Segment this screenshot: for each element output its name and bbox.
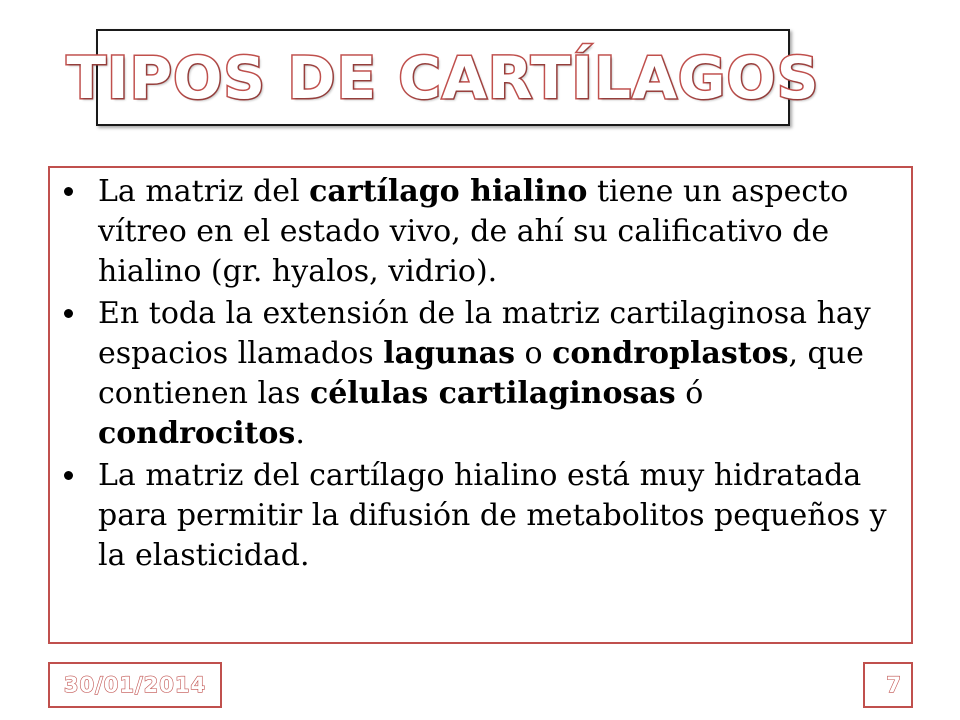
- bullet-dot-icon: [64, 309, 73, 318]
- bullet-item: [60, 294, 900, 454]
- bold-term: condrocitos: [98, 416, 296, 451]
- bullet-dot-icon: [64, 187, 73, 196]
- bold-term: células cartilaginosas: [309, 376, 676, 411]
- footer-page-number: 7: [863, 662, 913, 708]
- footer-date: 30/01/2014: [48, 662, 222, 708]
- bullet-item: [60, 456, 900, 576]
- bullet-text: tiene un aspecto vítreo en el estado vivo, de ahí su calificativo de hialino (gr. hyalos, vidrio).: [98, 174, 849, 289]
- bullet-dot-icon: [64, 471, 73, 480]
- bullet-item: [60, 172, 900, 292]
- bullet-text: La matriz del cartílago hialino está muy hidratada para permitir la difusión de metabolitos pequeños y la elasticidad.: [98, 458, 887, 573]
- bold-term: cartílago hialino: [309, 174, 588, 209]
- bold-term: lagunas: [383, 336, 515, 371]
- bullet-text: , que contienen las: [98, 336, 864, 411]
- bullet-text: La matriz del: [98, 174, 310, 209]
- slide-title: TIPOS DE CARTÍLAGOS: [66, 43, 820, 112]
- bullet-text: o: [515, 336, 553, 371]
- bold-term: condroplastos: [552, 336, 789, 371]
- bullet-text: .: [295, 416, 305, 451]
- bullet-text: ó: [675, 376, 704, 411]
- content-box: [48, 166, 913, 644]
- bullet-list: [60, 172, 900, 578]
- slide-title-box: [66, 29, 820, 126]
- bullet-text: En toda la extensión de la matriz cartilaginosa hay espacios llamados: [98, 296, 871, 371]
